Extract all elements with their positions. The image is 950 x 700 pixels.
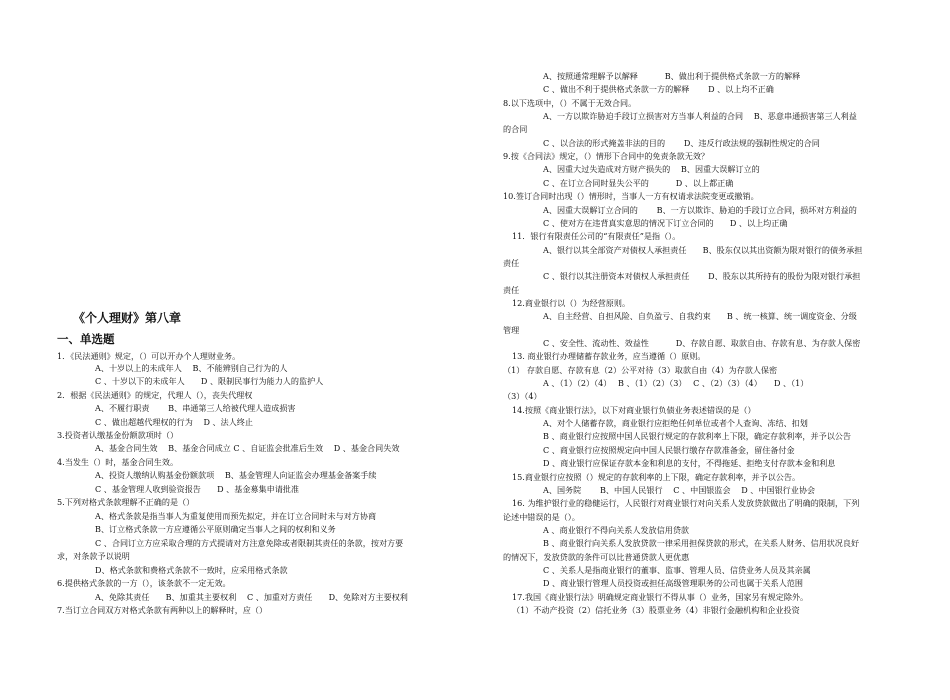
left-text-line: 5.下列对格式条款理解不正确的是（） <box>57 497 195 507</box>
right-text-line: 15.商业银行应按照（）规定的存款利率的上下限，确定存款利率，并予以公告。 <box>512 472 801 482</box>
right-text-line: A、对个人储蓄存款，商业银行应拒绝任何单位或者个人查询、冻结、扣划 <box>543 418 808 428</box>
chapter-title: 《个人理财》第八章 <box>73 311 182 325</box>
left-text-line: C 、合同订立方应采取合理的方式提请对方注意免除或者限制其责任的条款，按对方要 <box>95 538 404 548</box>
right-text-line: B 、商业银行向关系人发放贷款一律采用担保贷款的形式，在关系人财务、信用状况良好 <box>543 538 860 548</box>
right-text-line: A、银行以其全部资产对债权人承担责任 B、股东仅以其出资额为限对银行的债务承担 <box>543 245 863 255</box>
right-text-line: 10.签订合同时出现（）情形时，当事人一方有权请求法院变更或撤销。 <box>503 191 759 201</box>
right-text-line: 17.我国《商业银行法》明确规定商业银行不得从事（）业务，国家另有规定除外。 <box>512 592 809 602</box>
left-text-line: 3.投资者认缴基金份额款项时（） <box>57 430 179 440</box>
right-text-line: （1） 存款自愿、存款有息（2）公平对待（3）取款自由（4）为存款人保密 <box>503 365 778 375</box>
left-text-line: A、格式条款是指当事人为重复使用而预先拟定，并在订立合同时未与对方协商 <box>95 511 377 521</box>
right-text-line: 责任 <box>503 285 520 295</box>
right-text-line: A、因重大误解订立合同的 B、一方以欺诈、胁迫的手段订立合同，损坏对方利益的 <box>543 205 857 215</box>
left-text-line: C 、做出超越代理权的行为 D 、法人终止 <box>95 417 253 427</box>
right-text-line: 管理 <box>503 325 520 335</box>
left-text-line: 4.当发生（）时，基金合同生效。 <box>57 457 179 467</box>
right-text-line: D 、商业银行应保证存款本金和利息的支付，不得拖延、拒绝支付存款本金和利息 <box>543 458 836 468</box>
left-text-line: 求，对条款予以说明 <box>57 551 130 561</box>
right-text-line: A、按照通常理解予以解释 B、做出利于提供格式条款一方的解释 <box>543 71 801 81</box>
right-text-line: （1）不动产投资（2）信托业务（3）股票业务（4）非银行金融机构和企业投资 <box>512 605 800 615</box>
right-text-line: 责任 <box>503 258 520 268</box>
right-text-line: D 、商业银行管理人员投资或担任高级管理职务的公司也属于关系人范围 <box>543 578 803 588</box>
right-text-line: 14.按照《商业银行法》，以下对商业银行负债业务表述错误的是（） <box>512 405 756 415</box>
right-text-line: C 、银行以其注册资本对债权人承担责任 D、股东以其所持有的股份为限对银行承担 <box>543 271 861 281</box>
left-text-line: A、免除其责任 B、加重其主要权利 C 、加重对方责任 D、免除对方主要权利 <box>95 592 408 602</box>
right-text-line: 的合同 <box>503 124 528 134</box>
left-text-line: 2．根据《民法通则》的规定，代理人（），丧失代理权 <box>57 390 253 400</box>
right-text-line: 16. 为维护银行业的稳健运行，人民银行对商业银行对向关系人发放贷款做出了明确的限制，下列 <box>512 498 860 508</box>
right-text-line: 11．银行有限责任公司的“有限责任”是指（）。 <box>512 231 681 241</box>
section-heading: 一、单选题 <box>57 332 115 346</box>
right-text-line: 8.以下选项中，（）不属于无效合同。 <box>503 98 637 108</box>
left-text-line: A、不履行职责 B、串通第三人给被代理人造成损害 <box>95 403 296 413</box>
right-text-line: C 、以合法的形式掩盖非法的目的 D、违反行政法规的强制性规定的合同 <box>543 138 820 148</box>
right-text-line: C 、商业银行应按照规定向中国人民银行缴存存款准备金，留住备付金 <box>543 445 795 455</box>
right-text-line: A 、商业银行不得向关系人发放信用贷款 <box>543 525 690 535</box>
right-text-line: A、因重大过失造成对方财产损失的 B、因重大误解订立的 <box>543 164 760 174</box>
right-text-line: 9.按《合同法》规定，（）情形下合同中的免责条款无效？ <box>503 151 710 161</box>
left-text-line: 7.当订立合同双方对格式条款有两种以上的解释时，应（） <box>57 605 268 615</box>
left-text-line: 6.提供格式条款的一方（），该条款不一定无效。 <box>57 578 231 588</box>
right-text-line: B 、商业银行应按照中国人民银行规定的存款利率上下限，确定存款利率，并予以公告 <box>543 431 851 441</box>
right-text-line: A、一方以欺诈胁迫手段订立损害对方当事人利益的合同 B、恶意串通损害第三人利益 <box>543 111 857 121</box>
right-text-line: 12.商业银行以（）为经营原则。 <box>512 298 631 308</box>
right-text-line: （3）（4） <box>503 391 542 401</box>
left-text-line: 1．《民法通则》规定，（）可以开办个人理财业务。 <box>57 351 241 361</box>
right-text-line: A、自主经营、自担风险、自负盈亏、自我约束 B 、统一核算、统一调度资金、分级 <box>543 311 857 321</box>
right-text-line: C 、关系人是指商业银行的董事、监事、管理人员、信贷业务人员及其亲属 <box>543 565 811 575</box>
left-text-line: C 、基金管理人收到验资报告 D 、基金募集申请批准 <box>95 484 299 494</box>
right-text-line: C 、使对方在违背真实意思的情况下订立合同的 D 、以上均正确 <box>543 218 788 228</box>
right-text-line: C 、在订立合同时显失公平的 D 、以上都正确 <box>543 178 734 188</box>
left-text-line: D、格式条款和费格式条款不一致时，应采用格式条款 <box>95 565 288 575</box>
right-text-line: 的情况下，发放贷款的条件可以比普通贷款人更优惠 <box>503 552 690 562</box>
left-text-line: A、投资人缴纳认购基金份额款项 B、基金管理人向证监会办理基金备案手续 <box>95 470 377 480</box>
right-text-line: 论述中错误的是（）。 <box>503 512 580 522</box>
left-text-line: C 、十岁以下的未成年人 D 、限制民事行为能力人的监护人 <box>95 376 324 386</box>
right-text-line: A 、（1）（2）（4） B 、（1）（2）（3） C 、（2）（3）（4） D 、（1） <box>543 378 809 388</box>
left-text-line: B、订立格式条款一方应遵循公平原则确定当事人之间的权利和义务 <box>95 524 336 534</box>
right-text-line: 13. 商业银行办理储蓄存款业务，应当遵循（）原则。 <box>512 351 706 361</box>
right-text-line: A、国务院 B、中国人民银行 C 、中国银监会 D 、中国银行业协会 <box>543 485 816 495</box>
right-text-line: C 、安全性、流动性、效益性 D、存款自愿、取款自由、存款有息、为存款人保密 <box>543 338 861 348</box>
left-text-line: A、基金合同生效 B、基金合同成立 C 、自证监会批准后生效 D 、基金合同失效 <box>95 443 400 453</box>
right-text-line: C 、做出不利于提供格式条款一方的解释 D 、以上均不正确 <box>543 84 774 94</box>
left-text-line: A、十岁以上的未成年人 B、不能辨别自己行为的人 <box>95 363 288 373</box>
